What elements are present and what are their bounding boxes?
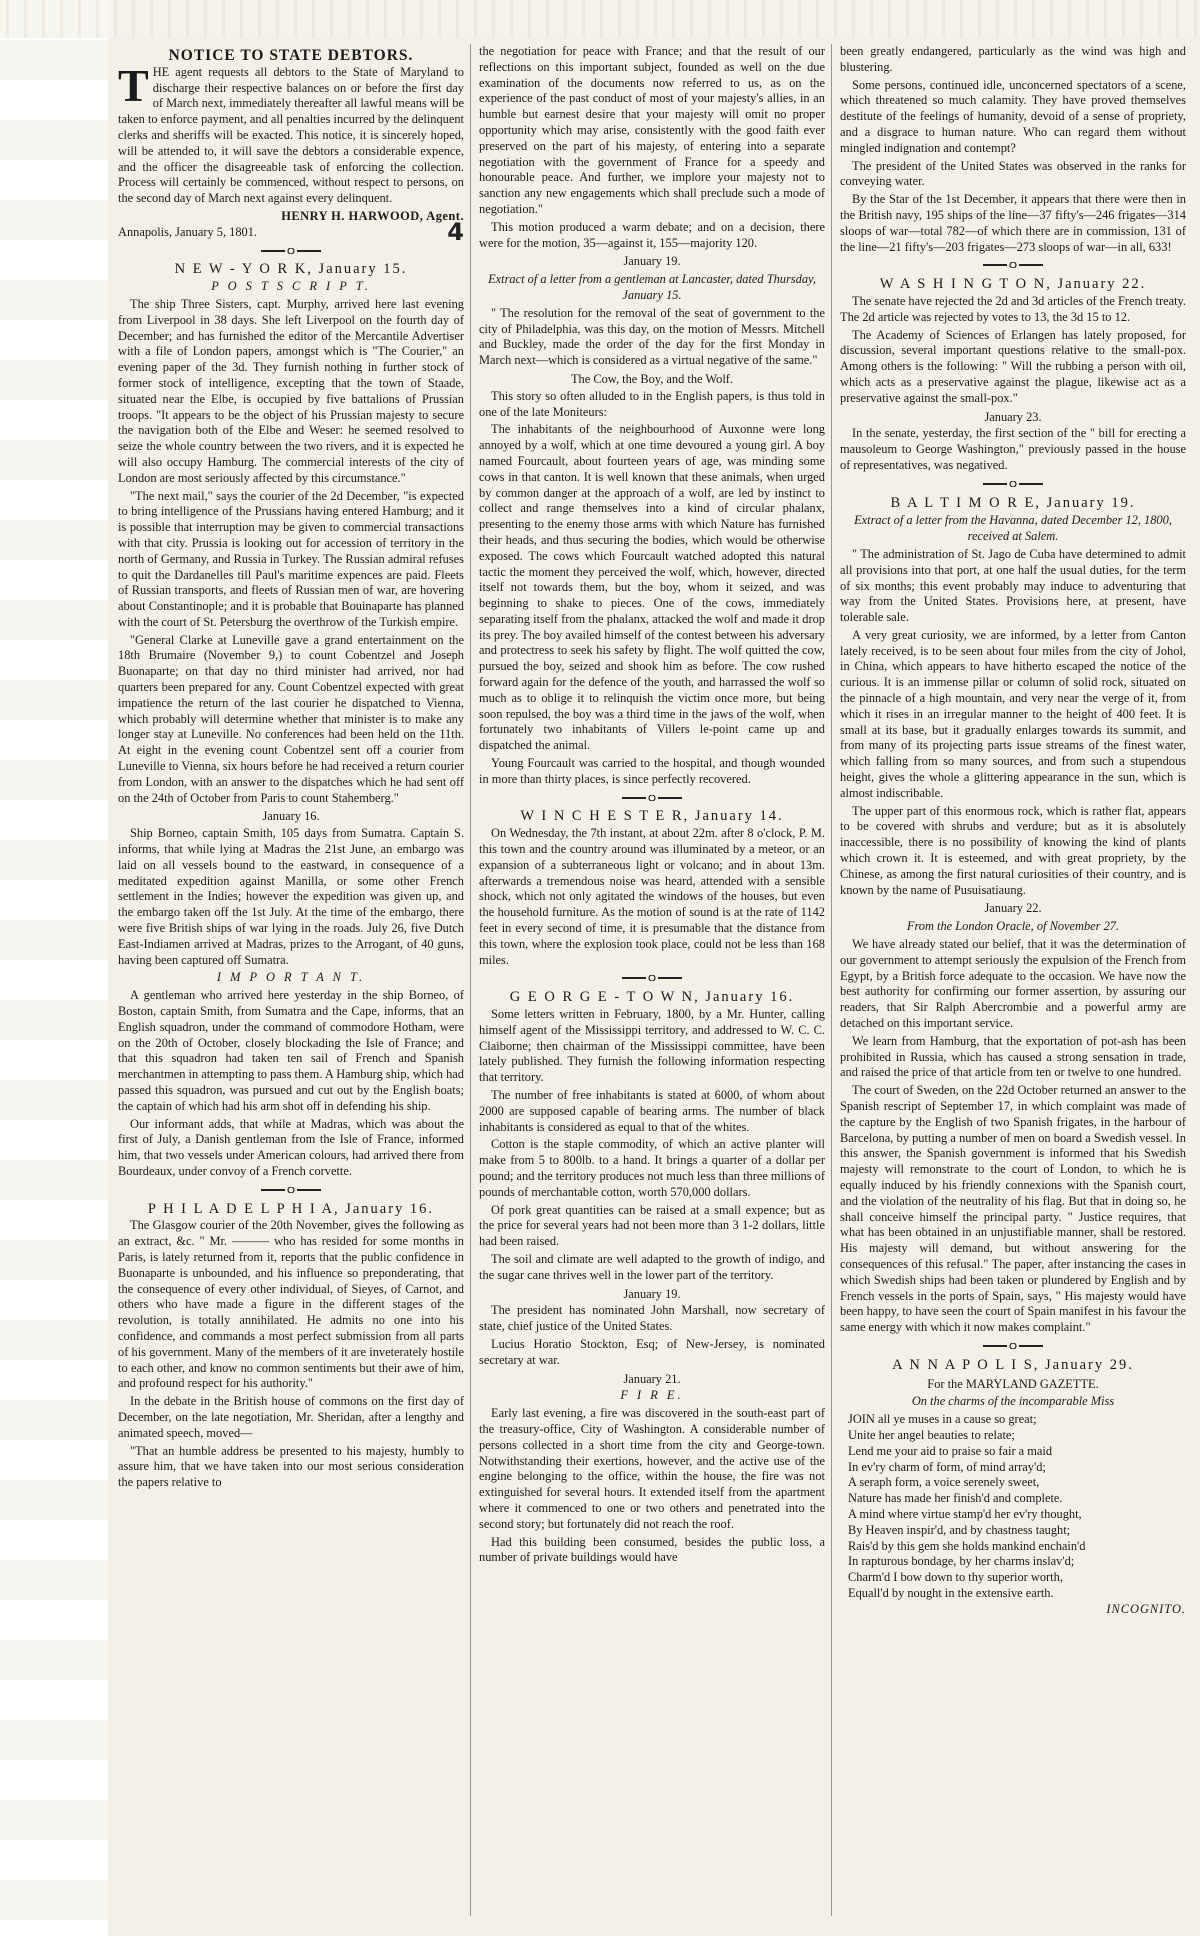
annapolis-sub: For the MARYLAND GAZETTE. [927,1376,1099,1391]
scan-top-edge [0,0,1200,38]
georgetown-paragraph: Cotton is the staple commodity, of which an active planter will make from 5 to 800lb. to a hand. It brings a quarter of a dollar per pound; and the territory produces not much less than three millions of pounds of merchantable cotton, worth 570,000 dollars. [479,1137,825,1199]
washington-paragraph: The Academy of Sciences of Erlangen has lately proposed, for discussion, several important questions relative to the small-pox. Among others is the following: " Will the rubbing a person with oil, which acts as a preservative against the plague, likewise act as a preservative against the small-pox." [840,327,1186,405]
washington-paragraph: The senate have rejected the 2d and 3d articles of the French treaty. The 2d article was rejected by votes to 13, the 3d 15 to 12. [840,293,1186,324]
poem-signoff: INCOGNITO. [1106,1601,1186,1616]
london-date: January 22. [984,901,1042,916]
notice-body: THE agent requests all debtors to the State of Maryland to discharge their respective balances on or before the first day of March next, immediately thereafter all lawful means will be taken to enforce payment, and all penalties incurred by the delinquent clerks and sheriffs will be exacted. This notice, it is sincerely hoped, will be attended to, it will save the debtors a considerable expence, and the officer the disagreeable task of enforcing the collection. Process will certainly be commenced, without respect to persons, on the second day of March next against every delinquent. [118,59,464,206]
georgetown-paragraph: The number of free inhabitants is stated at 6000, of whom about 2000 are supposed capable of bearing arms. The number of black inhabitants is considered as equal to that of the whites. [479,1088,825,1134]
ornament-divider [118,1182,464,1198]
columns [118,44,1186,1916]
london-paragraph: We learn from Hamburg, that the exportation of pot-ash has been prohibited in Russia, which has caused a strong sensation in trade, and raised the price of that article from ten or twelve to one hundred. [840,1033,1186,1080]
phila-paragraph: "That an humble address be presented to his majesty, humbly to assure him, that we have taken into our most serious consideration the papers relative to [118,1443,464,1490]
notice-title: NOTICE TO STATE DEBTORS. [168,47,414,64]
ny-heading: N E W - Y O R K, January 15. [174,261,408,278]
georgetown-paragraph: Lucius Horatio Stockton, Esq; of New-Jersey, is nominated secretary at war. [479,1336,825,1367]
notice-place-date-row [118,217,464,246]
scan-margin [0,0,108,1936]
poem-line: Unite her angel beauties to relate; [848,1427,1015,1442]
fire-paragraph: The president of the United States was observed in the ranks for conveying water. [840,158,1186,189]
ornament-divider [840,257,1186,273]
baltimore-paragraph: The upper part of this enormous rock, which is rather flat, appears to be covered with shrubs and verdure; but as it is absolutely inaccessible, there is no possibility of knowing the kind of plants which crown it. It is esteemed, and with great propriety, by the Chinese, as among the first natural curiosities of their country, and is known by the name of Pusuisatiaung. [840,803,1186,897]
poem-line: In ev'ry charm of form, of mind array'd; [848,1459,1046,1474]
washington-paragraph: In the senate, yesterday, the first section of the " bill for erecting a mausoleum to George Washington," previously passed in the house of representatives, was negatived. [840,426,1186,472]
phila-paragraph: This motion produced a warm debate; and on a decision, there were for the motion, 35—against it, 155—majority 120. [479,219,825,250]
column-3 [840,44,1186,1916]
ornament-divider [479,790,825,806]
baltimore-paragraph: A very great curiosity, we are informed, by a letter from Canton lately received, is to be seen about four miles from the city of Johol, in China, which appears to have hitherto escaped the notice of the curious. It is an immense pillar or column of solid rock, situated on the pinnacle of a high mountain, and very near the verge of it, from which it rises in an irregular manner to the height of 400 feet. It is small at its base, but it gradually enlarges towards its summit, and from many of its projecting parts issue streams of the finest water, which falling from so many sources, and from such a stupendous height, gives the whole a glittering appearance in the sun, which is almost indiscribable. [840,627,1186,800]
cow-paragraph: The inhabitants of the neighbourhood of Auxonne were long annoyed by a wolf, which at one time devoured a young girl. A boy named Fourcault, about fourteen years of age, was minding some cows in that canton. It is well known that these animals, when urged by common danger at the approach of a wolf, are led by instinct to collect and range themselves into a kind of circular phalanx, presenting to the enemy those arms with which Nature has furnished their heads, and thus securing the bodies, which would be otherwise exposed. The cows which Fourcault watched adopted this natural tactic the moment they perceived the wolf, which, however, directed itself not towards them, but the boy, whom it seized, and was beginning to shake to pieces. One of the cows, immediately separating itself from the phalanx, attacked the wolf and made it drop its prey. The boy availed himself of the contest between his adversary and protectress to seek his safety by flight. The wolf quitted the cow, pursued the boy, seized and shook him as before. The cow rushed forward again for the defence of the youth, and harrassed the wolf so much as to oblige it to relinquish the victim once more, but being soon repulsed, the boy was a third time in the jaws of the wolf, when fortunately two inhabitants of Villers le-point came up and dispatched the animal. [479,422,825,753]
ny-postscript: P O S T S C R I P T. [211,279,371,294]
ny-paragraph: "General Clarke at Luneville gave a grand entertainment on the 18th Brumaire (November 9,) to count Cobentzel and Joseph Buonaparte; on that day no third minister had arrived, nor had quarters been prepared for any. Count Cobentzel expected with great impatience the return of the last courier he dispatched to Vienna, which probably will determine whether that minister is to make any longer stay at Luneville. No conferences had been held on the 11th. At eight in the evening count Cobentzel sent off a courier from Luneville to Vienna, six hours before he had received a return courier from London, with an answer to the dispatches which he had sent off on the 24th of October from Paris to count Stahemberg." [118,632,464,805]
georgetown-paragraph: Had this building been consumed, besides the public loss, a number of private buildings would have [479,1534,825,1565]
important-heading: I M P O R T A N T. [216,970,366,985]
georgetown-paragraph: The president has nominated John Marshall, now secretary of state, chief justice of the United States. [479,1303,825,1334]
notice-signature: HENRY H. HARWOOD, Agent. [281,208,464,223]
notice-place-date: Annapolis, January 5, 1801. [118,224,258,239]
winchester-heading: W I N C H E S T E R, January 14. [520,808,784,825]
ny-paragraph: Our informant adds, that while at Madras, which was about the first of July, a Danish gentleman from the Isle of France, informed him, that two vessels under American colours, had arrived there from Bourdeaux, under convoy of a French corvette. [118,1116,464,1178]
ornament-divider [118,243,464,259]
georgetown-heading: G E O R G E - T O W N, January 16. [509,989,795,1006]
georgetown-date: January 21. [623,1371,681,1386]
winchester-paragraph: On Wednesday, the 7th instant, at about 22m. after 8 o'clock, P. M. this town and the country around was illuminated by a meteor, or an expansion of a subterraneous light or volcano; and in about 13m. afterwards a tremendous noise was heard, attended with a sensible shock, which not only agitated the windows of the houses, but even the household furniture. As the motion of sound is at the rate of 1142 feet in every second of time, it is presumable that the distance from this town, where the explosion took place, could not be less than 168 miles. [479,826,825,967]
ny-paragraph: Ship Borneo, captain Smith, 105 days from Sumatra. Captain S. informs, that while lying at Madras the 21st June, an embargo was laid on all vessels bound to the eastward, in consequence of a meditated expedition against Manilla, or some other French settlement in the Indies; however the expedition was given up, and the embargo taken off the 1st July. At the time of the embargo, there were five British ships of war lying in the roads. July 26, five Dutch East-Indiamen arrived at Madras, prizes to the Arrogant, of 40 guns, having been captured off Sumatra. [118,826,464,967]
cow-paragraph: This story so often alluded to in the English papers, is thus told in one of the late Moniteurs: [479,388,825,419]
ny-date: January 16. [262,809,320,824]
navy-paragraph: By the Star of the 1st December, it appears that there were then in the British navy, 195 ships of the line—37 fifty's—246 frigates—314 sloops of war—total 782—of which there are in commission, 131 of the line—21 fifty's—203 frigates—273 sloops of war—in all, 633! [840,192,1186,254]
fire-paragraph: Some persons, continued idle, unconcerned spectators of a scene, which threatened so much calamity. They have proved themselves destitute of the feelings of humanity, devoid of a sense of propriety, and a disgrace to human nature. Who can regard them without mingled indignation and contempt? [840,77,1186,155]
handwritten-mark: 4 [447,217,464,246]
baltimore-heading: B A L T I M O R E, January 19. [890,494,1136,511]
lancaster-date: January 19. [623,254,681,269]
poem-line: Equall'd by nought in the extensive earth. [848,1585,1054,1600]
lancaster-paragraph: " The resolution for the removal of the seat of government to the city of Philadelphia, was this day, on the motion of Messrs. Mitchell and Buckley, made the order of the day for the first Monday in March next—which is considered as a virtual negative of the same." [479,305,825,368]
phila-paragraph: In the debate in the British house of commons on the first day of December, on the late negotiation, Mr. Sheridan, after a lengthy and animated speech, moved— [118,1394,464,1440]
cow-paragraph: Young Fourcault was carried to the hospital, and though wounded in more than thirty places, is since perfectly recovered. [479,756,825,786]
poem-line: Lend me your aid to praise so fair a maid [848,1443,1053,1458]
ny-paragraph: "The next mail," says the courier of the 2d December, "is expected to bring intelligence of the Prussians having entered Hamburg; and it is possible that interruption may be given to commercial transactions with that city. Prussia is looking out for accession of territory in the north of Germany, and Russia in Turkey. The Russian admiral refuses to quit the Dardanelles till Paul's maritime expences are paid. Fleets of Russian transports, and fleets of Russian men of war, are hovering about Constantinople; and it is probable that Bouinaparte has planned with the court of St. Petersburg the overthrow of the Turkish empire. [118,488,464,629]
lancaster-title: Extract of a letter from a gentleman at Lancaster, dated Thursday, January 15. [488,272,816,302]
phila-paragraph: the negotiation for peace with France; and that the result of our reflections on this important subject, founded as well on the due examination of the documents now referred to us, as on the experience of the past conduct of most of your majesty's allies, in an humble but earnest desire that your majesty will omit no proper opportunity which may arise, consistently with the good faith ever preserved on the part of his majesty, of entering into a separate negotiation with the government of France for a speedy and honourable peace. And further, we implore your majesty not to sanction any new engagements which shall preclude such a mode of negotiation." [479,44,825,216]
poem [840,1412,1186,1617]
phila-heading: P H I L A D E L P H I A, January 16. [147,1200,435,1217]
london-title: From the London Oracle, of November 27. [906,919,1120,934]
poem-line: In rapturous bondage, by her charms inslav'd; [848,1554,1075,1569]
ornament-divider [840,476,1186,492]
georgetown-paragraph: Of pork great quantities can be raised at a small expence; but as the price for several years had not been more than 3 1-2 dollars, little had been raised. [479,1202,825,1249]
poem-line: Charm'd I bow down to thy superior worth, [848,1570,1063,1585]
washington-date: January 23. [984,409,1042,424]
poem-line: JOIN all ye muses in a cause so great; [848,1412,1037,1427]
poem-line: Nature has made her finish'd and complete. [848,1491,1063,1506]
washington-heading: W A S H I N G T O N, January 22. [879,276,1147,293]
baltimore-title: Extract of a letter from the Havanna, dated December 12, 1800, received at Salem. [854,513,1172,544]
poem-line: A seraph form, a voice serenely sweet, [848,1475,1040,1490]
london-paragraph: We have already stated our belief, that it was the determination of our government to attempt seriously the expulsion of the French from Egypt, by a British force adequate to the occasion. We have now the best authority for confirming our former assertion, by assuring our readers, that Sir Ralph Abercrombie and a powerful army are detached on this important service. [840,937,1186,1031]
column-1 [118,44,471,1916]
fire-heading: F I R E. [620,1388,684,1403]
fire-paragraph: been greatly endangered, particularly as the wind was high and blustering. [840,44,1186,74]
poem-title: On the charms of the incomparable Miss [911,1394,1115,1409]
ny-paragraph: The ship Three Sisters, capt. Murphy, arrived here last evening from Liverpool in 38 days. She left Liverpool on the fourth day of December; and has furnished the editor of the Mercantile Advertiser with a file of London papers, amongst which is "The Courier," an evening paper of the 3d. They furnish nothing in further stock of former stock of intelligence, excepting that the town of Staade, situated near the Elbe, is occupied by five battalions of Prussian troops. "It appears to be the object of his Prussian majesty to secure the navigation both of the Elbe and Weser: he seemed resolved to seize the whole country between the two rivers, and it is expected he will also occupy Hamburg. The commercial interests of the city of London are most seriously affected by this circumstance." [118,296,464,485]
london-paragraph: The court of Sweden, on the 22d October returned an answer to the Spanish rescript of September 17, in which complaint was made of the capture by the English of two Spanish frigates, in the harbour of Barcelona, by putting a number of men on board a Swedish vessel. In this answer, the Spanish government is informed that his Swedish majesty will remonstrate to the court of London, to which he is equally induced by his friendly connexions with the Spanish court, and the violation of the neutrality of his flag. But that in doing so, he shall conceive himself the principal party. " Justice requires, that what has been obtained in an unjustifiable manner, shall be restored. His majesty will demand, but without answering for the consequences of this refusal." The paper, after instancing the cases in which Swedish ships had been taken or plundered by English and by French vessels in the ports of Spain, says, " His majesty would have been happy, to have seen the court of Spain manifest in his favour the same energy with which it now makes complaint." [840,1083,1186,1335]
cow-title: The Cow, the Boy, and the Wolf. [570,371,733,386]
annapolis-heading: A N N A P O L I S, January 29. [892,1356,1134,1373]
georgetown-paragraph: Early last evening, a fire was discovered in the south-east part of the treasury-office, City of Washington. A considerable number of persons collected in a short time from the city and George-town. Notwithstanding their exertions, however, and the active use of the engine belonging to the office, within the house, the fire was not extinguished for several hours. It extended itself from the apartment where it commenced to one or two others and penetrated into the second story; but fortunately did not reach the roof. [479,1406,825,1531]
baltimore-paragraph: " The administration of St. Jago de Cuba have determined to admit all provisions into that port, at one half the usual duties, for the term of six months; this event probably may induce to adventuring that way from the United States. Provisions here, at present, have tolerable sale. [840,546,1186,625]
ornament-divider [479,970,825,986]
poem-line: Rais'd by this gem she holds mankind enchain'd [848,1538,1086,1553]
georgetown-paragraph: Some letters written in February, 1800, by a Mr. Hunter, calling himself agent of the Mississippi territory, and addressed to W. C. C. Claiborne; then chairman of the Mississippi committee, have been lately published. They furnish the following information respecting that territory. [479,1007,825,1085]
ornament-divider [840,1338,1186,1354]
poem-line: By Heaven inspir'd, and by chastness taught; [848,1522,1071,1537]
poem-line: A mind where virtue stamp'd her ev'ry thought, [848,1506,1082,1521]
georgetown-date: January 19. [623,1286,681,1301]
column-2 [479,44,832,1916]
phila-paragraph: The Glasgow courier of the 20th November, gives the following as an extract, &c. " Mr. ——— who has resided for some months in Paris, is lately returned from it, reports that the public confidence in Buonaparte is unbounded, and his influence so preponderating, that the consequence of every other individual, of Sieyes, of Carnot, and others who have made a figure in the different stages of the revolution, is totally annihilated. He admits no one into his confidence, and commands a most perfect submission from all parts of his government. Many of the members of it are inveterately hostile to each other, and know no common sentiments but their awe of him, and profound respect for his authority." [118,1218,464,1391]
georgetown-paragraph: The soil and climate are well adapted to the growth of indigo, and the sugar cane thrives well in the lower part of the territory. [479,1251,825,1282]
ny-paragraph: A gentleman who arrived here yesterday in the ship Borneo, of Boston, captain Smith, from Sumatra and the Cape, informs, that an English squadron, under the command of commodore Hotham, were on the 20th of October, closely blockading the Isle of France; and that this squadron had taken ten sail of French and Spanish merchantmen in attempting to pass them. A Hamburg ship, which had passed this squadron, was pursued and cut out by the English boats; the captain of which had his arm shot off in defending his ship. [118,988,464,1113]
notice-dropcap: T [118,59,149,111]
